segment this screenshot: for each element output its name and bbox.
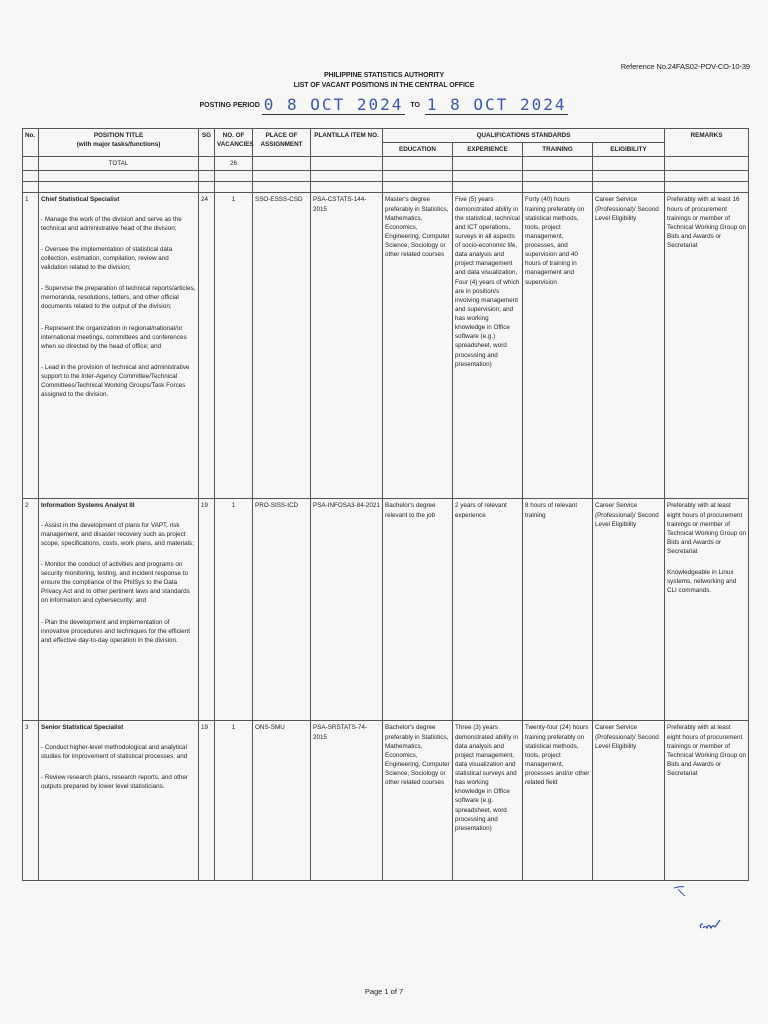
position-plantilla: PSA-INFOSA3-84-2021 — [311, 499, 383, 721]
col-experience: EXPERIENCE — [453, 143, 523, 157]
position-title: Information Systems Analyst III — [41, 502, 135, 510]
task-item: - Monitor the conduct of activities and programs on security monitoring, testing, and incident response to ensure the compliance of the PhilSys to the Data Privacy Act and to other pertinent laws and standards on information and cybersecurity; and — [41, 560, 190, 605]
position-title: Senior Statistical Specialist — [41, 724, 124, 732]
header-row — [23, 129, 749, 143]
task-item: - Assist in the development of plans for VAPT, risk management, and disaster recovery such as project scope, specifications, costs, work plans, and materials; — [41, 521, 194, 547]
position-remarks — [665, 193, 749, 499]
posting-to-label: TO — [410, 102, 420, 109]
task-item: - Supervise the preparation of technical reports/articles, memoranda, resolutions, letters, and other official documents related to the output of the division; — [41, 285, 196, 311]
col-position-title-sub: (with major tasks/functions) — [76, 141, 161, 149]
page-number: Page 1 of 7 — [364, 987, 404, 996]
task-item: - Plan the development and implementation of innovative procedures and techniques for the efficient and effective day-to-day operation in the division. — [41, 618, 191, 644]
position-vacancies: 1 — [215, 721, 253, 881]
posting-from-stamp: 0 8 OCT 2024 — [263, 95, 404, 114]
position-experience: Three (3) years demonstrated ability in data analysis and project management, data visualization and statistical surveys and has working knowledge in Office software (e.g. spreadsheet, word processing and presentation) — [453, 721, 523, 881]
agency-name: PHILIPPINE STATISTICS AUTHORITY — [323, 72, 445, 79]
position-training: Twenty-four (24) hours training preferably on statistical methods, tools, project management, processes and/or other related field — [523, 721, 593, 881]
position-no: 1 — [23, 193, 39, 499]
position-education: Master's degree preferably in Statistics, Mathematics, Economics, Engineering, Computer Science, Sociology or other related courses — [383, 193, 453, 499]
remark-item: Preferably with at least eight hours of procurement trainings or member of Technical Working Group on Bids and Awards or Secretariat — [667, 502, 746, 555]
position-no: 3 — [23, 721, 39, 881]
task-item: - Lead in the provision of technical and administrative support to the Inter-Agency Committee/Technical Committees/Technical Working Groups/Task Forces assigned to the division. — [41, 363, 190, 399]
remark-item: Preferably with at least eight hours of procurement trainings or member of Technical Working Group on Bids and Awards or Secretariat — [667, 724, 746, 777]
pen-mark-icon — [672, 884, 692, 900]
position-place: PRO-SISS-ICD — [253, 499, 311, 721]
position-plantilla: PSA-SRSTATS-74-2015 — [311, 721, 383, 881]
col-no: No. — [23, 129, 39, 157]
position-eligibility: Career Service (Professional)/ Second Level Eligibility — [593, 499, 665, 721]
position-sg: 24 — [199, 193, 215, 499]
remark-item: Preferably with at least 16 hours of procurement trainings or member of Technical Working Group on Bids and Awards or Secretariat — [667, 196, 746, 249]
col-place: PLACE OF ASSIGNMENT — [253, 129, 311, 157]
task-item: - Oversee the implementation of statistical data collection, estimation, compilation, review and validation related to the division; — [41, 245, 173, 271]
vacancies-table — [22, 128, 749, 881]
position-vacancies: 1 — [215, 499, 253, 721]
col-position-title — [39, 129, 199, 157]
position-experience: 2 years of relevant experience — [453, 499, 523, 721]
col-position-title-label: POSITION TITLE — [93, 132, 144, 139]
position-place: ONS-SMU — [253, 721, 311, 881]
task-item: - Review research plans, research reports, and other outputs prepared by lower level statisticians. — [41, 773, 188, 790]
position-no: 2 — [23, 499, 39, 721]
posting-label: POSTING PERIOD — [199, 102, 260, 109]
position-sg: 19 — [199, 499, 215, 721]
col-vacancies: NO. OF VACANCIES — [215, 129, 253, 157]
col-plantilla: PLANTILLA ITEM NO. — [311, 129, 383, 157]
position-row — [23, 193, 749, 499]
position-detail — [39, 499, 199, 721]
position-training: Forty (40) hours training preferably on statistical methods, tools, project management, processes, and supervision and 40 hours of training in management and supervision — [523, 193, 593, 499]
col-qualifications: QUALIFICATIONS STANDARDS — [383, 129, 665, 143]
position-detail — [39, 193, 199, 499]
remark-item: Knowledgeable in Linux systems, networking and CLI commands. — [667, 569, 737, 595]
position-title: Chief Statistical Specialist — [41, 196, 120, 204]
col-eligibility: ELIGIBILITY — [593, 143, 665, 157]
position-education: Bachelor's degree relevant to the job — [383, 499, 453, 721]
position-experience: Five (5) years demonstrated ability in the statistical, technical and ICT operations, surveys in all aspects of socio-economic life, data analysis and project management and data visualization, Four (4) years of which are in position/s involving management and supervision; and has working knowledge in Office software (e.g.) spreadsheet, word processing and presentation) — [453, 193, 523, 499]
col-training: TRAINING — [523, 143, 593, 157]
total-label: TOTAL — [39, 157, 199, 171]
posting-period — [0, 92, 768, 114]
spacer-row — [23, 182, 749, 193]
reference-number: Reference No.24FAS02-POV-CO-10-39 — [620, 62, 750, 71]
list-title: LIST OF VACANT POSITIONS IN THE CENTRAL OFFICE — [293, 82, 475, 89]
spacer-row — [23, 171, 749, 182]
task-item: - Conduct higher-level methodological and analytical studies for improvement of statistical processes; and — [41, 743, 188, 760]
position-remarks — [665, 499, 749, 721]
position-education: Bachelor's degree preferably in Statistics, Mathematics, Economics, Engineering, Computer Science, Sociology or other related courses — [383, 721, 453, 881]
position-plantilla: PSA-CSTATS-144-2015 — [311, 193, 383, 499]
position-remarks — [665, 721, 749, 881]
posting-to-stamp: 1 8 OCT 2024 — [426, 95, 567, 114]
col-education: EDUCATION — [383, 143, 453, 157]
task-item: - Represent the organization in regional/national/or international meetings, committees and conferences when so directed by the head of office; and — [41, 324, 187, 350]
position-vacancies: 1 — [215, 193, 253, 499]
position-place: SSO-ESSS-CSD — [253, 193, 311, 499]
col-sg: SG — [199, 129, 215, 157]
position-eligibility: Career Service (Professional)/ Second Level Eligibility — [593, 721, 665, 881]
col-remarks: REMARKS — [665, 129, 749, 157]
position-eligibility: Career Service (Professional)/ Second Level Eligibility — [593, 193, 665, 499]
task-item: - Manage the work of the division and serve as the technical and administrative head of the division; — [41, 215, 182, 232]
position-sg: 19 — [199, 721, 215, 881]
initials-signature-icon — [698, 918, 724, 934]
position-row — [23, 499, 749, 721]
total-value: 26 — [215, 157, 253, 171]
position-row — [23, 721, 749, 881]
position-detail — [39, 721, 199, 881]
total-row — [23, 157, 749, 171]
position-training: 8 hours of relevant training — [523, 499, 593, 721]
